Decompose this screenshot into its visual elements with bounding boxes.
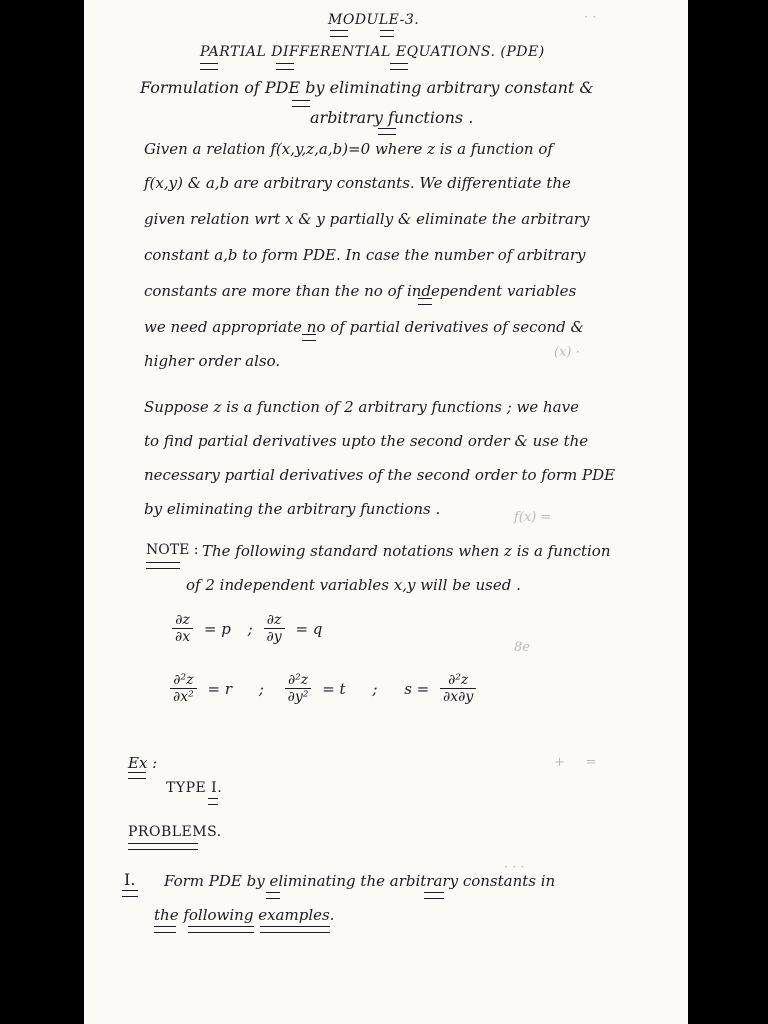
d2z-dy2-fraction: $\frac{\text{∂²z}}{\text{∂y²}}$ (285, 672, 312, 705)
paragraph-line: higher order also. (144, 352, 281, 370)
bleed-through-mark: 8e (514, 640, 530, 655)
paragraph-line: Given a relation f(x,y,z,a,b)=0 where z is a function of (144, 140, 553, 158)
paragraph-line: necessary partial derivatives of the second order to form PDE (144, 466, 616, 484)
bleed-through-mark: · · · (504, 860, 525, 875)
paragraph-line: constant a,b to form PDE. In case the number of arbitrary (144, 246, 586, 264)
problem-underline (188, 926, 254, 933)
problem-number: I. (124, 870, 136, 889)
no-underline (418, 298, 432, 305)
d2z-dx2-fraction: $\frac{\text{∂²z}}{\text{∂x²}}$ (170, 672, 197, 705)
note-label: NOTE : (146, 542, 199, 558)
chapter-underline (276, 63, 294, 70)
section-heading-line: arbitrary functions . (310, 108, 474, 127)
separator: ; (372, 679, 378, 698)
problem-line: Form PDE by eliminating the arbitrary constants in (164, 872, 556, 890)
separator: ; (247, 619, 253, 638)
example-label: Ex : (128, 754, 158, 772)
note-line: The following standard notations when z is a function (202, 542, 611, 560)
p-symbol: = p (203, 619, 231, 638)
example-underline (128, 772, 146, 779)
heading-underline (292, 100, 310, 107)
title-underline (330, 30, 348, 37)
bleed-through-mark: · · (584, 10, 597, 25)
bleed-through-mark: f(x) = (514, 510, 552, 525)
type-label: TYPE I. (166, 780, 223, 796)
type-underline (208, 798, 218, 805)
paragraph-line: to find partial derivatives upto the second order & use the (144, 432, 589, 450)
problem-underline (154, 926, 176, 933)
paragraph-line: we need appropriate no of partial derivatives of second & (144, 318, 584, 336)
note-underline (146, 562, 180, 569)
second-order-notation (170, 672, 476, 705)
bleed-through-mark: (x) · (554, 345, 580, 360)
t-symbol: = t (322, 679, 346, 698)
no-underline (302, 334, 316, 341)
section-heading-line: Formulation of PDE by eliminating arbitrary constant & (140, 78, 594, 97)
problems-label: PROBLEMS. (128, 824, 222, 840)
title-underline (380, 30, 394, 37)
separator: ; (258, 679, 264, 698)
paragraph-line: given relation wrt x & y partially & eliminate the arbitrary (144, 210, 590, 228)
paragraph-line: Suppose z is a function of 2 arbitrary functions ; we have (144, 398, 579, 416)
q-symbol: = q (295, 619, 323, 638)
heading-underline (378, 128, 396, 135)
dz-dy-fraction: $\frac{\partial z}{\partial y}$ (264, 612, 285, 645)
paragraph-line: by eliminating the arbitrary functions . (144, 500, 441, 518)
problem-line: the following examples. (154, 906, 335, 924)
problem-number-underline (122, 890, 138, 897)
d2z-dxdy-fraction: $\frac{\text{∂²z}}{\partial x\partial y}$ (440, 672, 476, 705)
chapter-title: PARTIAL DIFFERENTIAL EQUATIONS. (PDE) (200, 44, 545, 60)
notebook-page (84, 0, 688, 1024)
problems-underline (128, 843, 198, 850)
paragraph-line: f(x,y) & a,b are arbitrary constants. We differentiate the (144, 174, 571, 192)
paragraph-line: constants are more than the no of independent variables (144, 282, 577, 300)
chapter-underline (390, 63, 408, 70)
note-line: of 2 independent variables x,y will be used . (186, 576, 521, 594)
s-symbol: s = (404, 679, 430, 698)
bleed-through-mark: + = (554, 755, 597, 770)
problem-underline (424, 892, 444, 899)
module-title: MODULE-3. (328, 12, 420, 28)
chapter-underline (200, 63, 218, 70)
problem-underline (266, 892, 280, 899)
dz-dx-fraction: $\frac{\partial z}{\partial x}$ (172, 612, 193, 645)
r-symbol: = r (207, 679, 233, 698)
first-order-notation (172, 612, 328, 645)
problem-underline (260, 926, 330, 933)
